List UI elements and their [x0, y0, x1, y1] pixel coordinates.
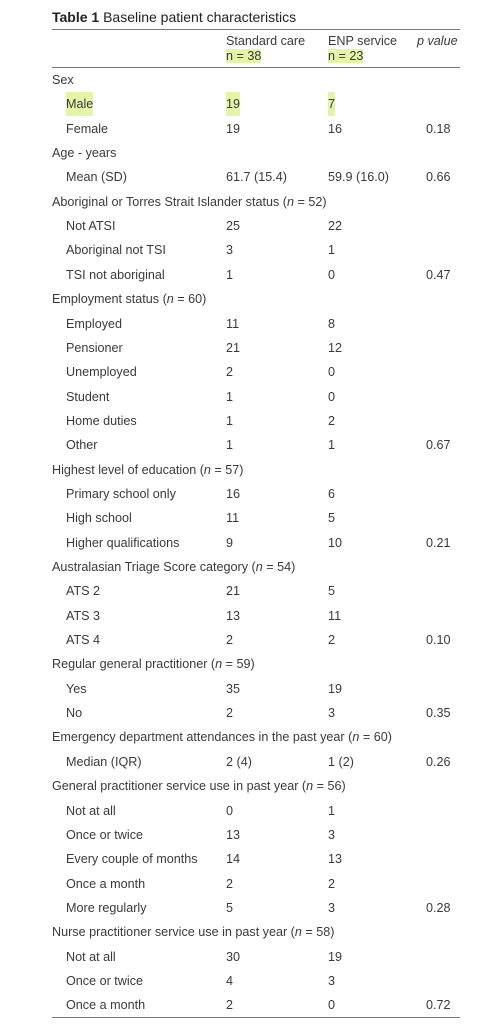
standard-care-value: 25	[226, 219, 241, 234]
enp-service-value: 6	[328, 486, 336, 501]
row-label: Yes	[66, 681, 87, 696]
standard-care-value: 13	[226, 827, 241, 842]
enp-service-value: 11	[328, 608, 342, 623]
section-row	[0, 774, 479, 798]
enp-service-value: 22	[328, 219, 343, 234]
enp-service-value: 1 (2)	[328, 754, 354, 769]
standard-care-value: 14	[226, 852, 241, 867]
p-value: 0.35	[426, 706, 451, 721]
table-row	[0, 214, 479, 238]
standard-care-value: 19	[226, 92, 240, 116]
row-label: Once or twice	[66, 973, 143, 988]
enp-service-value: 0	[328, 267, 336, 282]
table-caption	[52, 9, 296, 25]
enp-service-value: 3	[328, 973, 336, 988]
enp-service-value: 19	[328, 681, 343, 696]
standard-care-value: 2	[226, 633, 234, 648]
section-row	[0, 68, 479, 92]
enp-service-value: 16	[328, 121, 343, 136]
row-label: Every couple of months	[66, 852, 198, 867]
header-enp-service	[328, 34, 397, 64]
table-row	[0, 701, 479, 725]
enp-service-value: 7	[328, 92, 335, 116]
p-value: 0.72	[426, 998, 451, 1013]
standard-care-value: 21	[226, 340, 241, 355]
standard-care-value: 5	[226, 900, 234, 915]
section-row	[0, 652, 479, 676]
enp-service-value: 3	[328, 900, 336, 915]
row-label: Employed	[66, 316, 123, 331]
table-row	[0, 799, 479, 823]
table-row	[0, 312, 479, 336]
section-label: Aboriginal or Torres Strait Islander status (n = 52)	[52, 194, 327, 209]
row-label: Higher qualifications	[66, 535, 180, 550]
top-rule	[52, 29, 460, 30]
enp-service-value: 5	[328, 511, 336, 526]
table-row	[0, 360, 479, 384]
enp-service-value: 12	[328, 340, 343, 355]
table-row	[0, 385, 479, 409]
standard-care-value: 2	[226, 706, 234, 721]
p-value: 0.21	[426, 535, 451, 550]
standard-care-value: 1	[226, 438, 234, 453]
table-row	[0, 847, 479, 871]
table-row	[0, 628, 479, 652]
table-row	[0, 896, 479, 920]
standard-care-value: 0	[226, 803, 234, 818]
row-label: Student	[66, 389, 110, 404]
table-row	[0, 531, 479, 555]
header-col1-label: Standard care	[226, 34, 306, 48]
header-col3-label: p value	[417, 34, 458, 48]
section-label: Age - years	[52, 146, 117, 161]
row-label: Pensioner	[66, 340, 123, 355]
table-row	[0, 579, 479, 603]
enp-service-value: 0	[328, 998, 336, 1013]
table-title: Baseline patient characteristics	[103, 9, 297, 25]
table-row	[0, 336, 479, 360]
row-label: Female	[66, 121, 108, 136]
standard-care-value: 21	[226, 584, 241, 599]
header-col1-n: n = 38	[226, 49, 262, 63]
section-row	[0, 458, 479, 482]
row-label: TSI not aboriginal	[66, 267, 165, 282]
section-label: Nurse practitioner service use in past year (n = 58)	[52, 925, 335, 940]
row-label: Not ATSI	[66, 219, 116, 234]
standard-care-value: 1	[226, 389, 234, 404]
section-row	[0, 190, 479, 214]
section-label: Sex	[52, 73, 74, 87]
table-row	[0, 433, 479, 457]
standard-care-value: 19	[226, 121, 241, 136]
standard-care-value: 35	[226, 681, 241, 696]
table-label: Table 1	[52, 9, 100, 25]
table-row	[0, 750, 479, 774]
table-row	[0, 165, 479, 189]
section-row	[0, 555, 479, 579]
p-value: 0.18	[426, 121, 451, 136]
row-label: Median (IQR)	[66, 754, 142, 769]
header-standard-care	[226, 34, 305, 64]
section-row	[0, 141, 479, 165]
row-label: Primary school only	[66, 486, 176, 501]
p-value: 0.28	[426, 900, 451, 915]
row-label: No	[66, 706, 83, 721]
table-row	[0, 482, 479, 506]
section-label: Regular general practitioner (n = 59)	[52, 657, 255, 672]
standard-care-value: 1	[226, 267, 234, 282]
enp-service-value: 0	[328, 365, 336, 380]
table-row	[0, 969, 479, 993]
standard-care-value: 2	[226, 876, 234, 891]
enp-service-value: 10	[328, 535, 343, 550]
table-row	[0, 92, 479, 116]
row-label: ATS 4	[66, 633, 101, 648]
header-col2-n: n = 23	[328, 49, 364, 63]
row-label: Home duties	[66, 413, 137, 428]
standard-care-value: 11	[226, 511, 240, 526]
enp-service-value: 59.9 (16.0)	[328, 170, 389, 185]
enp-service-value: 3	[328, 827, 336, 842]
row-label: Male	[66, 92, 93, 116]
row-label: ATS 2	[66, 584, 101, 599]
table-row	[0, 872, 479, 896]
row-label: Once a month	[66, 998, 146, 1013]
enp-service-value: 19	[328, 949, 343, 964]
section-label: Emergency department attendances in the past year (n = 60)	[52, 730, 392, 745]
p-value: 0.47	[426, 267, 451, 282]
enp-service-value: 1	[328, 243, 336, 258]
standard-care-value: 13	[226, 608, 241, 623]
enp-service-value: 0	[328, 389, 336, 404]
section-row	[0, 287, 479, 311]
p-value: 0.66	[426, 170, 451, 185]
table-row	[0, 117, 479, 141]
section-row	[0, 920, 479, 944]
row-label: Other	[66, 438, 98, 453]
bottom-rule	[52, 1017, 460, 1018]
standard-care-value: 11	[226, 316, 240, 331]
table-row	[0, 945, 479, 969]
header-col2-label: ENP service	[328, 34, 398, 48]
table-row	[0, 506, 479, 530]
table-row	[0, 677, 479, 701]
enp-service-value: 2	[328, 633, 336, 648]
row-label: More regularly	[66, 900, 147, 915]
row-label: ATS 3	[66, 608, 101, 623]
section-label: Australasian Triage Score category (n = 54)	[52, 560, 296, 574]
standard-care-value: 1	[226, 413, 234, 428]
p-value: 0.26	[426, 754, 451, 769]
standard-care-value: 3	[226, 243, 234, 258]
enp-service-value: 3	[328, 706, 336, 721]
enp-service-value: 1	[328, 438, 336, 453]
standard-care-value: 16	[226, 486, 241, 501]
table-row	[0, 238, 479, 262]
table-row	[0, 263, 479, 287]
standard-care-value: 30	[226, 949, 241, 964]
standard-care-value: 4	[226, 973, 234, 988]
section-label: Highest level of education (n = 57)	[52, 462, 244, 477]
section-label: General practitioner service use in past year (n = 56)	[52, 779, 346, 794]
p-value: 0.10	[426, 633, 451, 648]
table-row	[0, 604, 479, 628]
row-label: High school	[66, 511, 132, 526]
enp-service-value: 8	[328, 316, 336, 331]
row-label: Not at all	[66, 803, 116, 818]
enp-service-value: 5	[328, 584, 336, 599]
standard-care-value: 2	[226, 365, 234, 380]
table-row	[0, 409, 479, 433]
header-p-value	[417, 34, 458, 49]
row-label: Aboriginal not TSI	[66, 243, 166, 258]
p-value: 0.67	[426, 438, 451, 453]
section-row	[0, 725, 479, 749]
row-label: Unemployed	[66, 365, 137, 380]
table-row	[0, 823, 479, 847]
enp-service-value: 2	[328, 876, 336, 891]
standard-care-value: 2	[226, 998, 234, 1013]
standard-care-value: 61.7 (15.4)	[226, 170, 287, 185]
enp-service-value: 13	[328, 852, 343, 867]
row-label: Mean (SD)	[66, 170, 127, 185]
section-label: Employment status (n = 60)	[52, 292, 207, 307]
standard-care-value: 9	[226, 535, 234, 550]
row-label: Once a month	[66, 876, 146, 891]
table-row	[0, 993, 479, 1017]
row-label: Once or twice	[66, 827, 143, 842]
standard-care-value: 2 (4)	[226, 754, 252, 769]
row-label: Not at all	[66, 949, 116, 964]
enp-service-value: 1	[328, 803, 336, 818]
enp-service-value: 2	[328, 413, 336, 428]
